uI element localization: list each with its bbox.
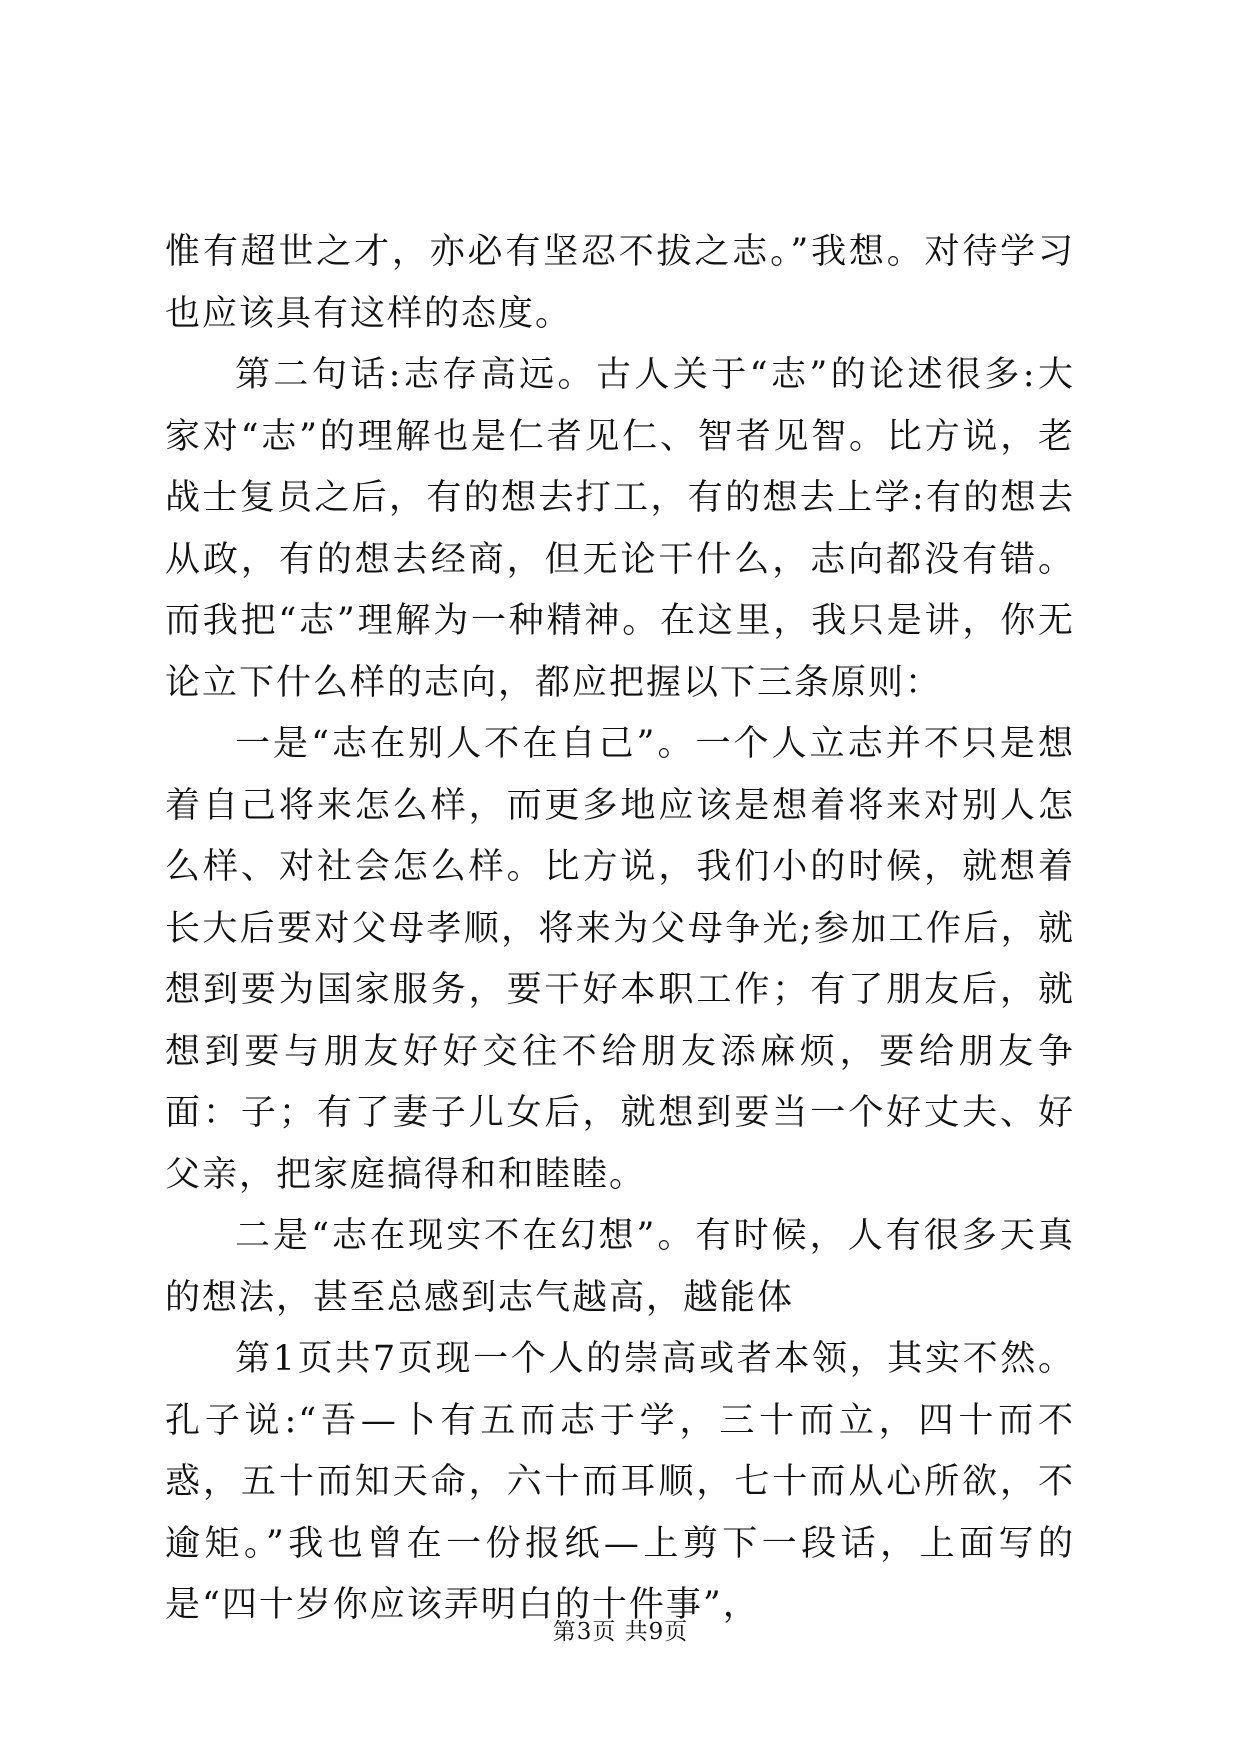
paragraph-5: 第1页共7页现一个人的崇高或者本领，其实不然。孔子说:“吾—卜有五而志于学，三十而立，四十而不惑，五十而知天命，六十而耳顺，七十而从心所欲，不逾矩。”我也曾在一份报纸—上剪下一段话，上面写的是“四十岁你应该弄明白的十件事”， [165,1339,1075,1625]
paragraph-3: 一是“志在别人不在自己”。一个人立志并不只是想着自己将来怎么样，而更多地应该是想着将来对别人怎么样、对社会怎么样。比方说，我们小的时候，就想着长大后要对父母孝顺，将来为父母争光;参加工作后，就想到要为国家服务，要干好本职工作；有了朋友后，就想到要与朋友好好交往不给朋友添麻烦，要给朋友争面：子；有了妻子儿女后，就想到要当一个好丈夫、好父亲，把家庭搞得和和睦睦。 [165,724,1075,1195]
paragraph-2: 第二句话:志存高远。古人关于“志”的论述很多:大家对“志”的理解也是仁者见仁、智者见智。比方说，老战士复员之后，有的想去打工，有的想去上学:有的想去从政，有的想去经商，但无论干什么，志向都没有错。而我把“志”理解为一种精神。在这里，我只是讲，你无论立下什么样的志向，都应把握以下三条原则： [165,355,1075,703]
paragraph-4: 二是“志在现实不在幻想”。有时候，人有很多天真的想法，甚至总感到志气越高，越能体 [165,1216,1075,1318]
paragraph-1: 惟有超世之才，亦必有坚忍不拔之志。”我想。对待学习也应该具有这样的态度。 [165,232,1075,334]
page-footer: 第3页 共9页 [552,1619,689,1645]
document-body [165,222,1075,1637]
